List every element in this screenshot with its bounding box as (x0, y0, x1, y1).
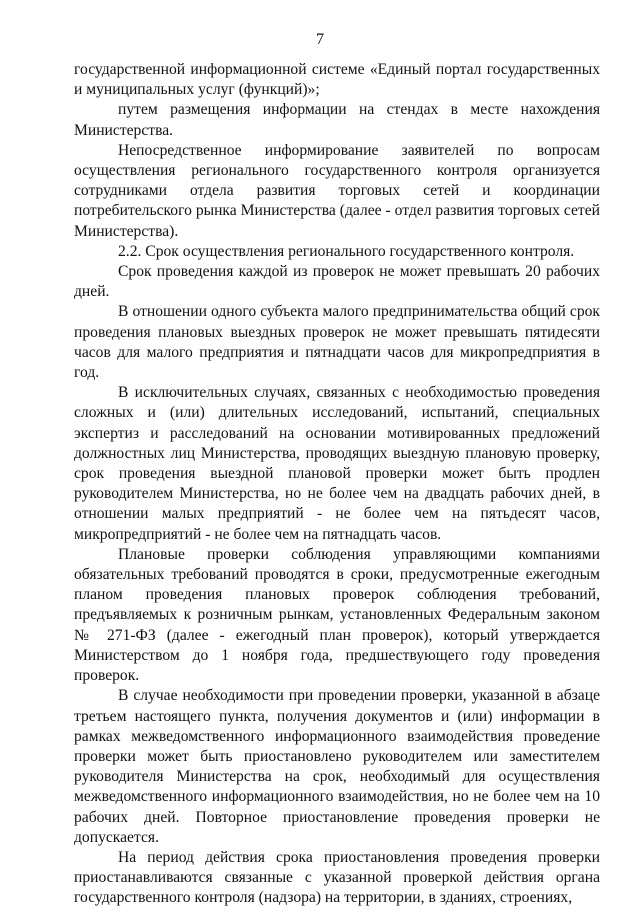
paragraph-suspension: В случае необходимости при проведении проверки, указанной в абзаце третьем настоящего пункта, получения документов и (или) информации в рамках межведомственного информационного взаимодействия проведение проверки может быть приостановлено руководителем или заместителем руководителя Министерства на срок, необходимый для осуществления межведомственного информационного взаимодействия, но не более чем на 10 рабочих дней. Повторное приостановление проведения проверки не допускается. (74, 687, 600, 846)
section-heading-2-2: 2.2. Срок осуществления регионального государственного контроля. (118, 242, 575, 260)
paragraph-stands: путем размещения информации на стендах в месте нахождения Министерства. (74, 101, 600, 139)
paragraph-portal-continuation: государственной информационной системе «Единый портал государственных и муниципальных услуг (функций)»; (74, 61, 600, 99)
paragraph-exceptional-cases: В исключительных случаях, связанных с необходимостью проведения сложных и (или) длительных исследований, испытаний, специальных экспертиз и расследований на основании мотивированных предложений должностных лиц Министерства, проводящих выездную плановую проверку, срок проведения выездной плановой проверки может быть продлен руководителем Министерства, но не более чем на двадцать рабочих дней, в отношении малых предприятий - не более чем на пятьдесят часов, микропредприятий - не более чем на пятнадцать часов. (74, 384, 600, 543)
paragraph-direct-informing: Непосредственное информирование заявителей по вопросам осуществления регионального государственного контроля организуется сотрудниками отдела развития торговых сетей и координации потребительского рынка Министерства (далее - отдел развития торговых сетей Министерства). (74, 141, 600, 240)
paragraph-inspection-term: Срок проведения каждой из проверок не может превышать 20 рабочих дней. (74, 263, 600, 301)
paragraph-small-business-term: В отношении одного субъекта малого предпринимательства общий срок проведения плановых выездных проверок не может превышать пятидесяти часов для малого предприятия и пятнадцати часов для микропредприятия в год. (74, 303, 600, 382)
paragraph-planned-inspections: Плановые проверки соблюдения управляющими компаниями обязательных требований проводятся в сроки, предусмотренные ежегодным планом проведения плановых проверок соблюдения требований, предъявляемых к розничным рынкам, установленных Федеральным законом № 271-ФЗ (далее - ежегодный план проверок), который утверждается Министерством до 1 ноября года, предшествующего году проведения проверок. (74, 545, 600, 685)
document-body (74, 60, 600, 909)
paragraph-suspension-period: На период действия срока приостановления проведения проверки приостанавливаются связанные с указанной проверкой действия органа государственного контроля (надзора) на территории, в зданиях, строениях, (74, 848, 600, 907)
page-number: 7 (316, 31, 324, 48)
